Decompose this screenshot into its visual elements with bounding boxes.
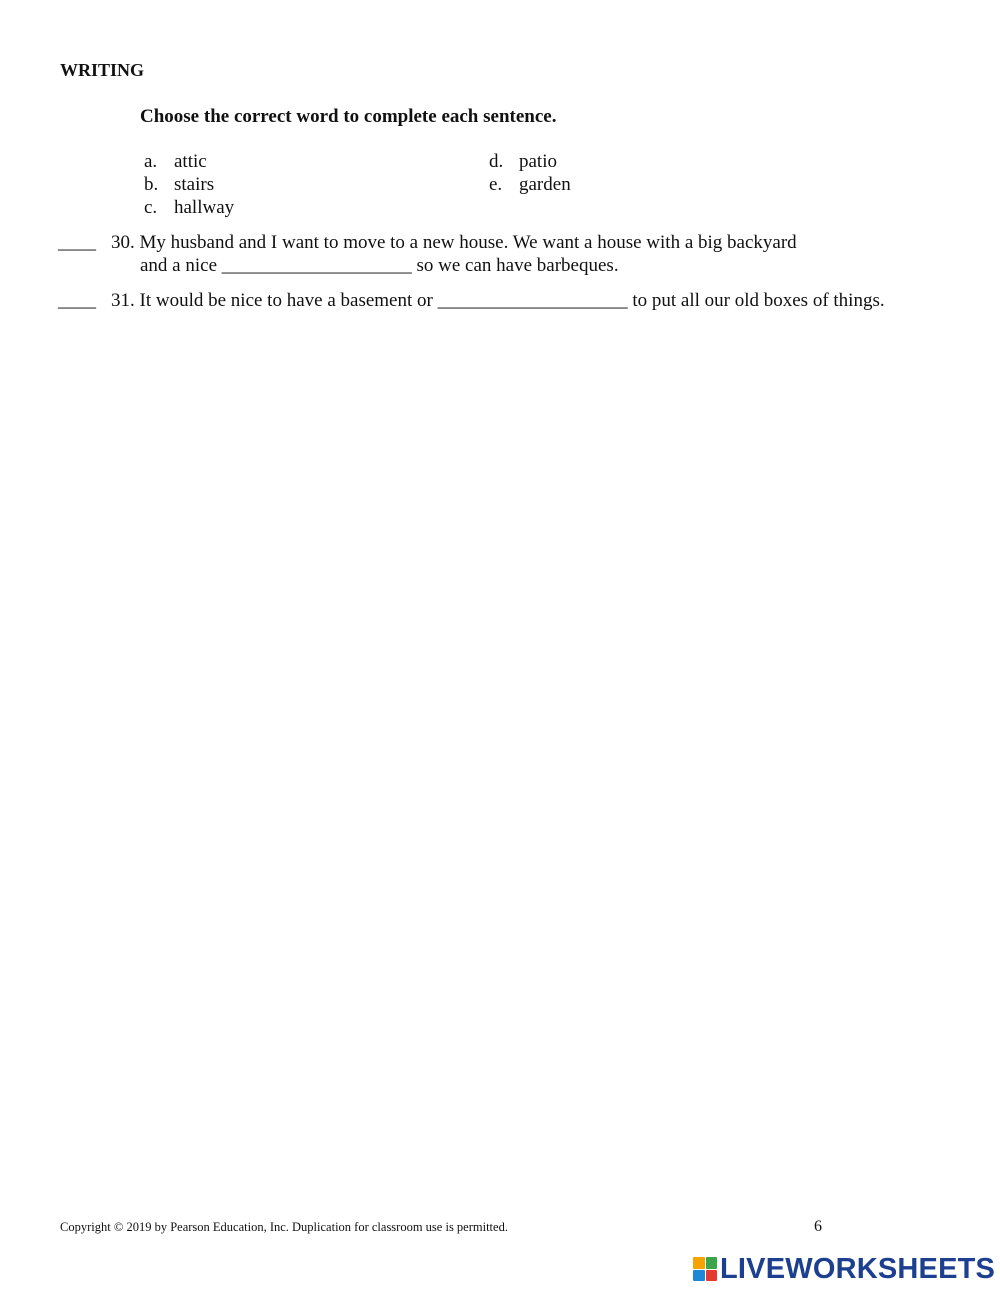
choice-item [144,197,234,219]
question-30-line1: 30. My husband and I want to move to a new house. We want a house with a big backyard [111,232,797,253]
copyright-notice: Copyright © 2019 by Pearson Education, Inc. Duplication for classroom use is permitted. [60,1220,508,1234]
section-title: WRITING [60,60,145,80]
choice-item [144,151,207,173]
choice-item [489,151,557,173]
logo-square [693,1270,705,1282]
logo-square [693,1257,705,1269]
choice-word: hallway [174,197,235,218]
question-31-line1: 31. It would be nice to have a basement or ____________________ to put all our old boxes of things. [111,290,885,311]
choice-word: patio [519,151,557,172]
choice-letter: b. [144,174,159,195]
choice-word: attic [174,151,207,172]
liveworksheets-logo [693,1253,995,1285]
choice-letter: e. [489,174,503,195]
question-30-line2: and a nice ____________________ so we can have barbeques. [140,255,619,276]
choice-item [144,174,214,196]
page-number: 6 [814,1218,822,1235]
choice-word: stairs [174,174,215,195]
choice-letter: d. [489,151,504,172]
logo-square [706,1270,718,1282]
instruction-text: Choose the correct word to complete each sentence. [140,106,557,127]
choice-letter: c. [144,197,158,218]
logo-grid-icon [693,1257,717,1281]
choice-word: garden [519,174,571,195]
answer-blank-30[interactable]: ____ [58,232,96,253]
logo-text: LIVEWORKSHEETS [720,1252,996,1285]
choice-item [489,174,571,196]
choice-letter: a. [144,151,158,172]
answer-blank-31[interactable]: ____ [58,290,96,311]
logo-square [706,1257,718,1269]
